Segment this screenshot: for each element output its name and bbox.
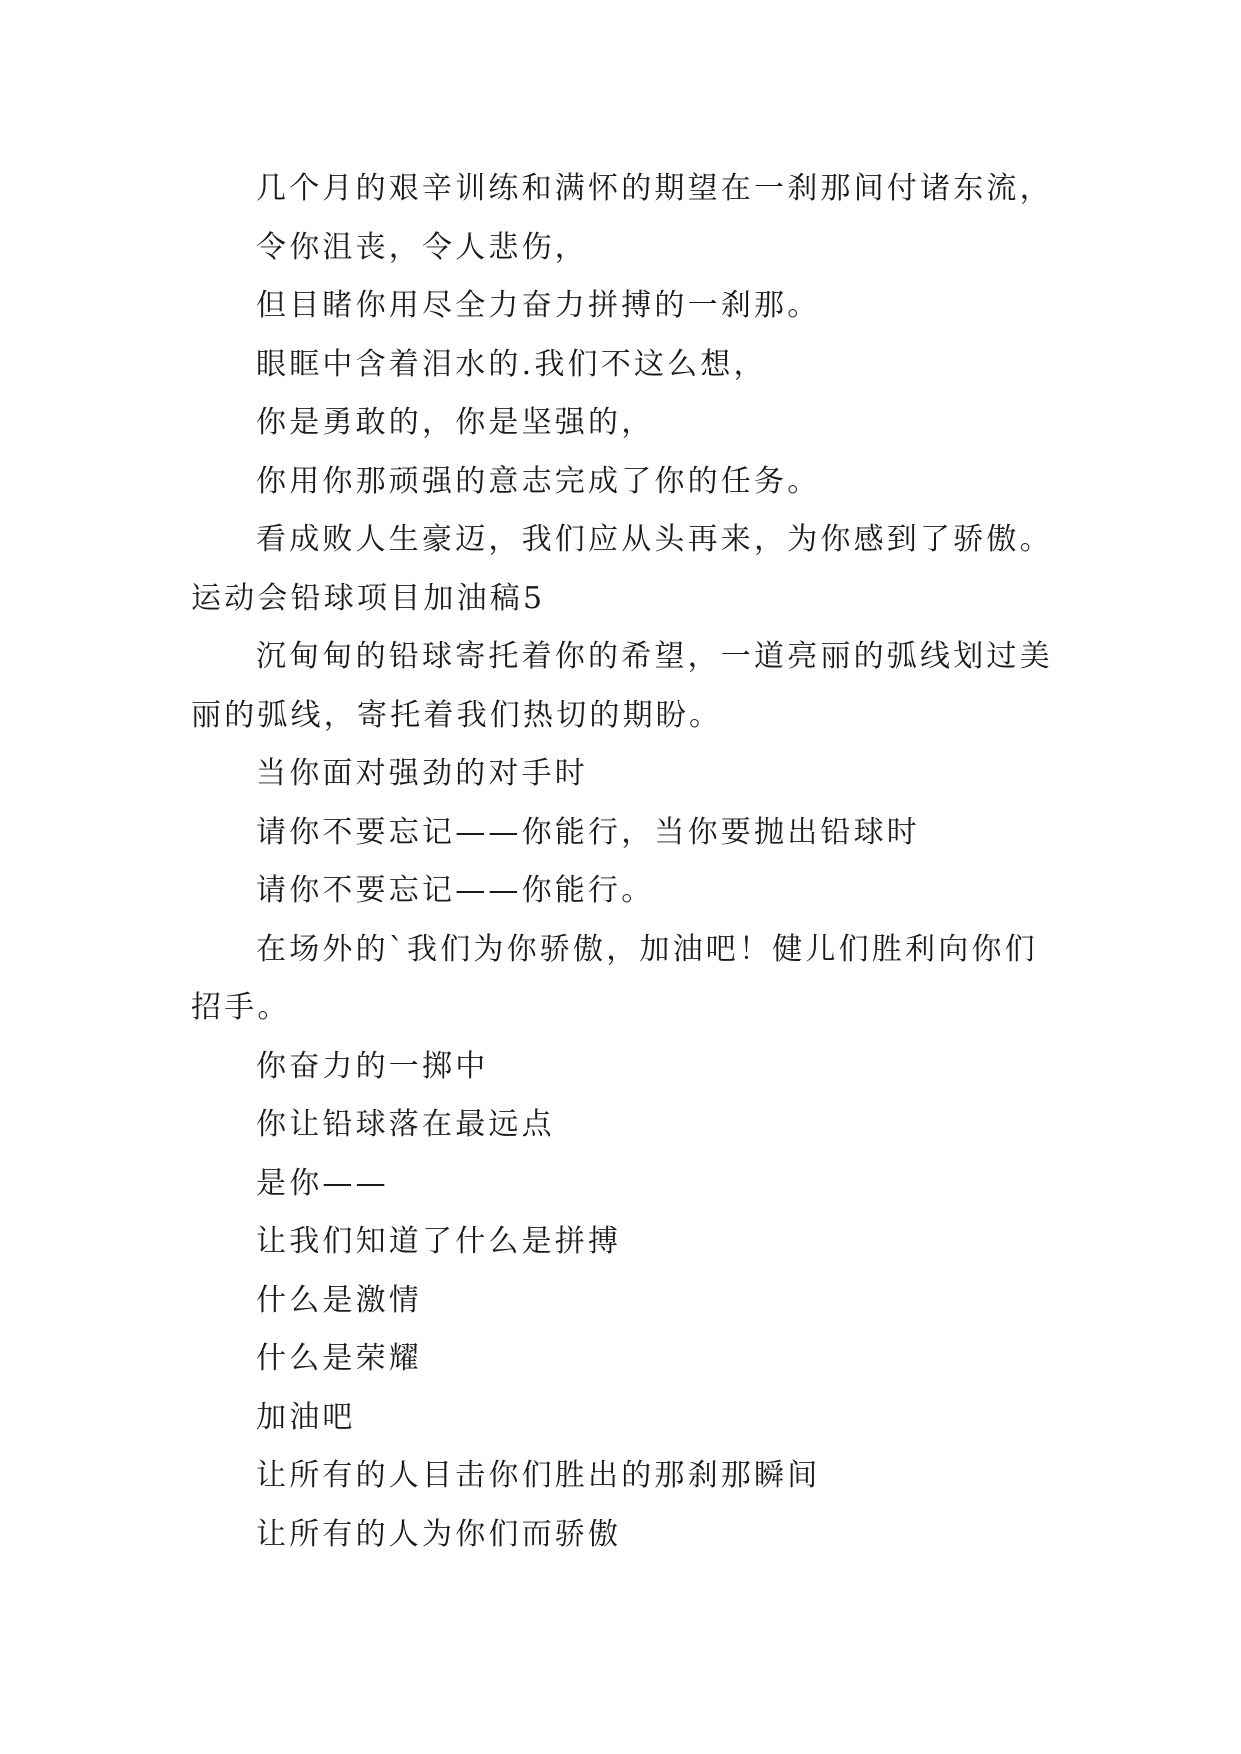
document-body bbox=[191, 160, 1051, 1564]
text-line: 你用你那顽强的意志完成了你的任务。 bbox=[256, 463, 821, 499]
text-line: 你让铅球落在最远点 bbox=[256, 1107, 555, 1142]
text-line: 你奋力的一掷中 bbox=[256, 1048, 489, 1084]
text-line: 当你面对强劲的对手时 bbox=[256, 756, 588, 791]
text-line: 加油吧 bbox=[256, 1399, 356, 1435]
text-line: 眼眶中含着泪水的.我们不这么想， bbox=[256, 346, 767, 382]
text-line: 招手。 bbox=[191, 990, 291, 1025]
text-line: 请你不要忘记——你能行。 bbox=[256, 873, 655, 908]
text-line: 丽的弧线，寄托着我们热切的期盼。 bbox=[191, 697, 723, 733]
text-line: 请你不要忘记——你能行，当你要抛出铅球时 bbox=[256, 814, 920, 850]
text-line: 你是勇敢的，你是坚强的， bbox=[256, 405, 655, 440]
text-line: 是你—— bbox=[256, 1165, 389, 1201]
text-line: 什么是荣耀 bbox=[256, 1341, 422, 1376]
text-line: 看成败人生豪迈，我们应从头再来，为你感到了骄傲。 bbox=[256, 522, 1053, 557]
section-heading: 运动会铅球项目加油稿5 bbox=[191, 580, 546, 616]
text-line: 在场外的`我们为你骄傲，加油吧！健儿们胜利向你们 bbox=[256, 931, 1038, 967]
text-line: 让所有的人目击你们胜出的那刹那瞬间 bbox=[256, 1458, 821, 1493]
text-line: 几个月的艰辛训练和满怀的期望在一刹那间付诸东流， bbox=[256, 171, 1053, 206]
text-line: 沉甸甸的铅球寄托着你的希望，一道亮丽的弧线划过美 bbox=[256, 639, 1053, 674]
text-line: 让所有的人为你们而骄傲 bbox=[256, 1516, 622, 1552]
text-line: 令你沮丧，令人悲伤， bbox=[256, 229, 588, 265]
text-line: 但目睹你用尽全力奋力拼搏的一刹那。 bbox=[256, 288, 821, 323]
text-line: 让我们知道了什么是拼搏 bbox=[256, 1224, 622, 1259]
text-line: 什么是激情 bbox=[256, 1282, 422, 1318]
